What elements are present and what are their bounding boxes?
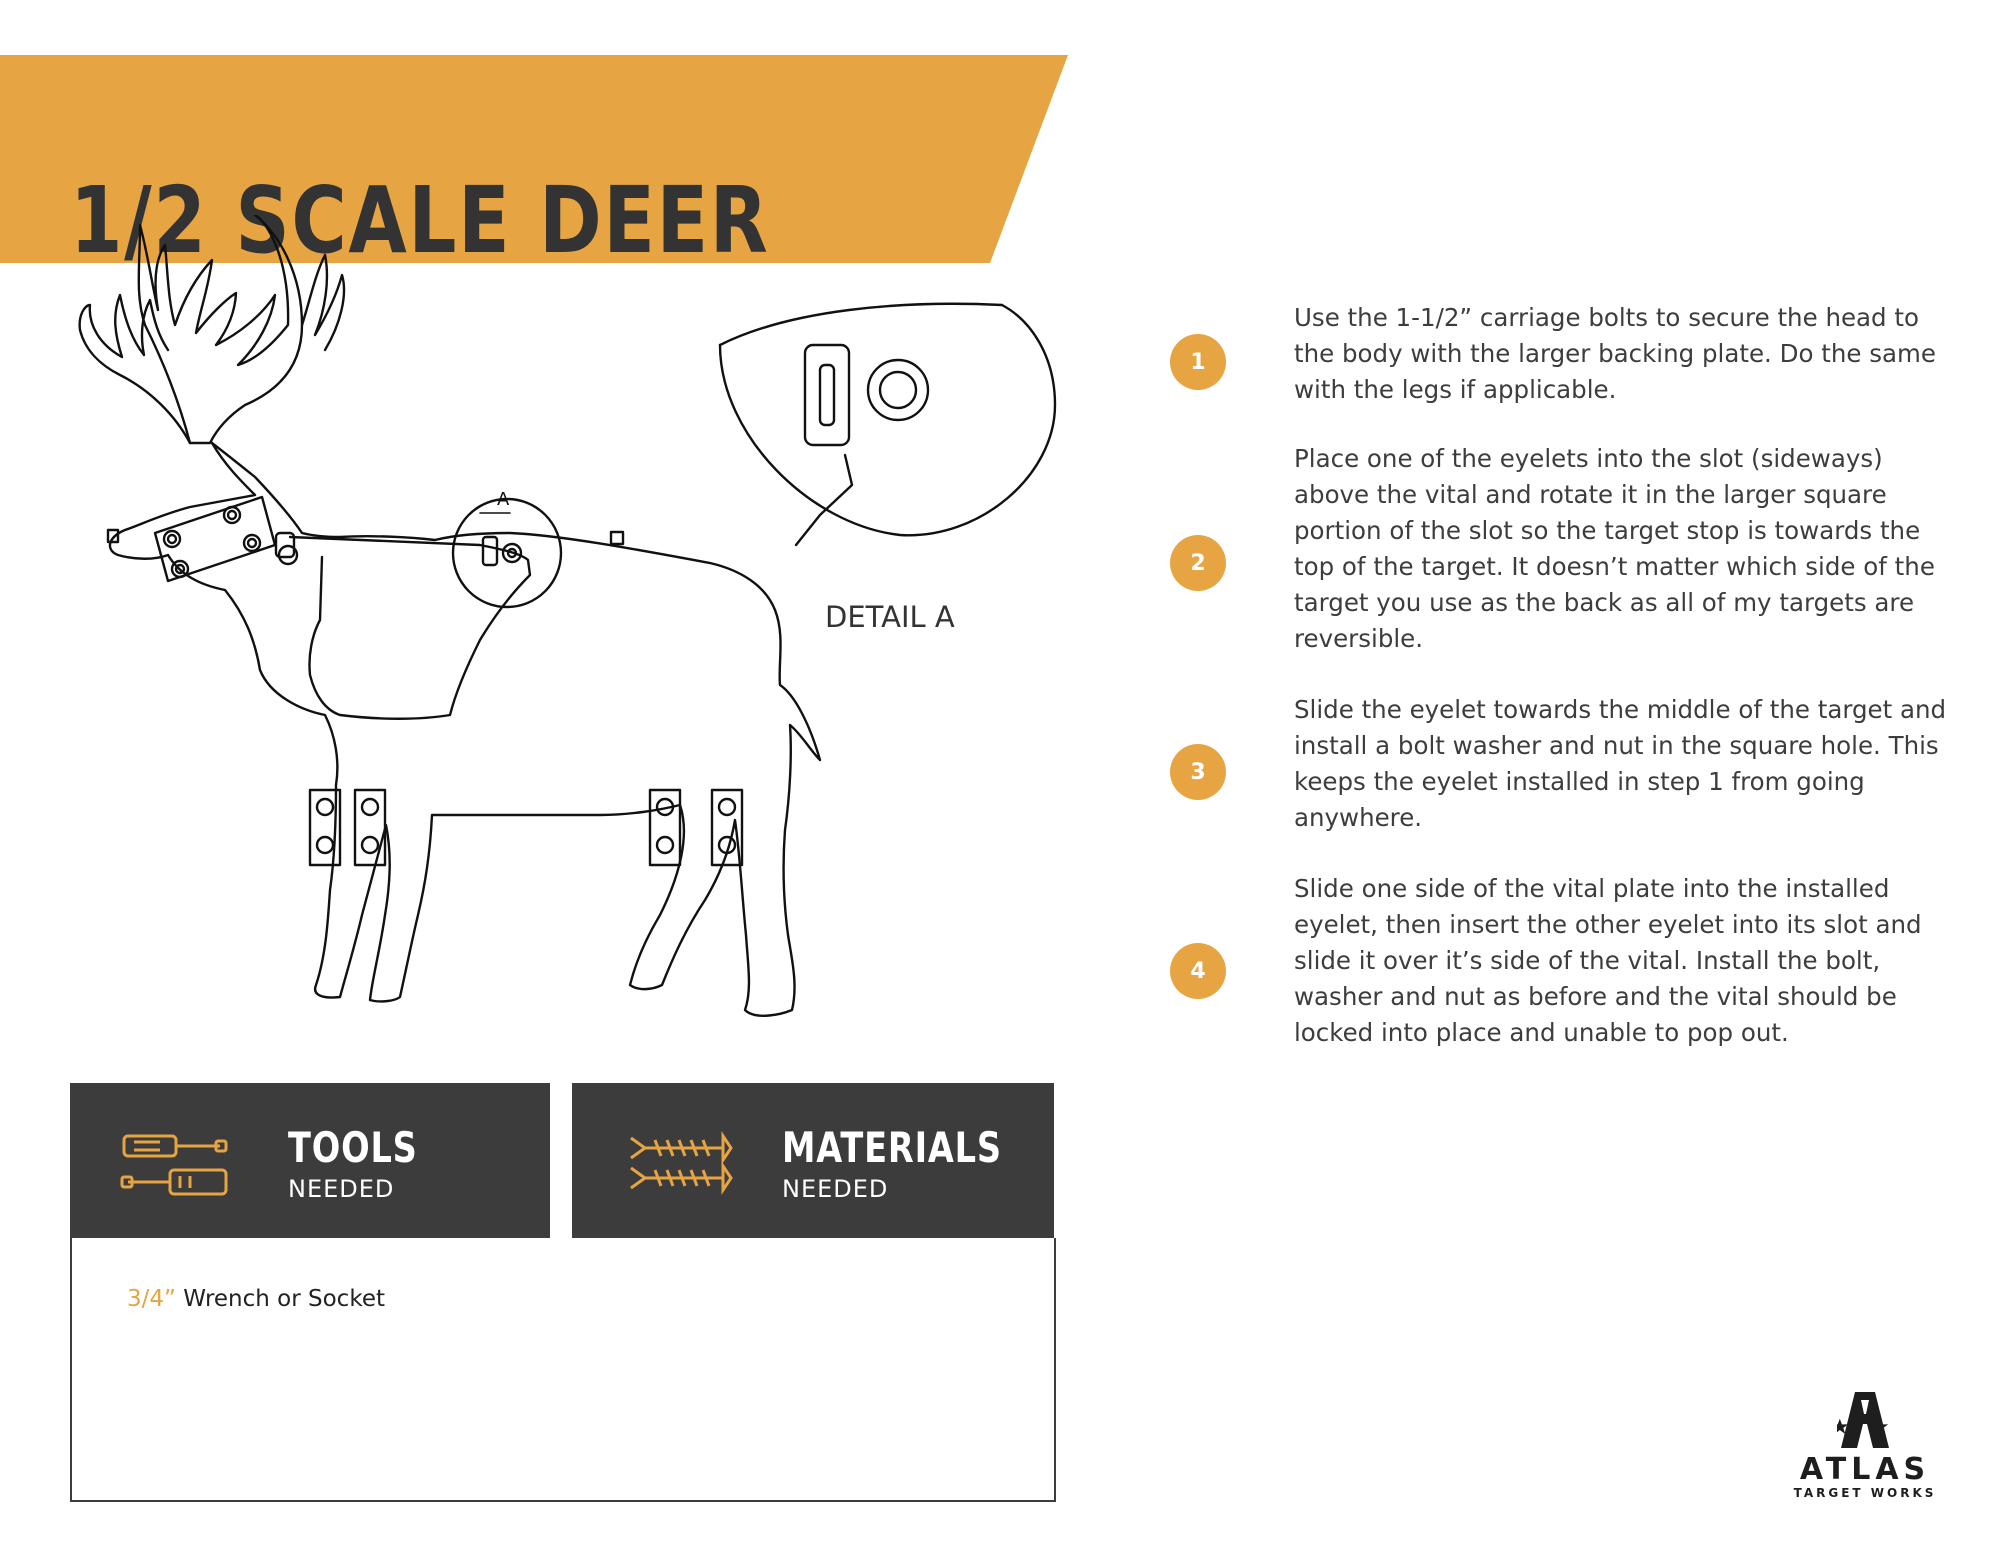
- section-marker: A: [497, 489, 510, 510]
- deer-target-diagram: [40, 215, 1080, 1085]
- tools-title: TOOLS: [288, 1123, 418, 1172]
- page-title: 1/2 SCALE DEER: [70, 167, 770, 274]
- leg-plates: [310, 790, 742, 865]
- screws-icon: [627, 1128, 737, 1198]
- tool-name: Wrench or Socket: [183, 1286, 385, 1312]
- antlers: [80, 215, 344, 443]
- step-number-badge: 2: [1170, 535, 1226, 591]
- logo-tagline: TARGET WORKS: [1793, 1486, 1937, 1500]
- tool-size: 3/4”: [127, 1286, 176, 1312]
- tools-header: [70, 1083, 550, 1238]
- tools-materials-list: [70, 1238, 1056, 1502]
- step-text: Use the 1-1/2” carriage bolts to secure the head to the body with the larger backing plate. Do the same with the legs if applicable.: [1294, 303, 1936, 404]
- deer-body-outline: [110, 443, 820, 1016]
- tool-item: [127, 1286, 385, 1312]
- materials-title: MATERIALS: [782, 1123, 1002, 1172]
- atlas-a-mark-icon: [1837, 1390, 1893, 1450]
- step-text: Place one of the eyelets into the slot (sideways) above the vital and rotate it in the larger square portion of the slot so the target stop is towards the top of the target. It doesn’t matter which side of the target you use as the back as all of my targets are reversible.: [1294, 444, 1935, 653]
- neck-plate: [155, 497, 297, 581]
- tools-subtitle: NEEDED: [288, 1175, 395, 1203]
- step-number-badge: 4: [1170, 943, 1226, 999]
- screwdrivers-icon: [120, 1128, 230, 1198]
- detail-a-enlarged: [720, 304, 1055, 545]
- materials-subtitle: NEEDED: [782, 1175, 889, 1203]
- detail-a-callout: [453, 499, 561, 607]
- materials-header: [572, 1083, 1054, 1238]
- step-text: Slide the eyelet towards the middle of the target and install a bolt washer and nut in the square hole. This keeps the eyelet installed in step 1 from going anywhere.: [1294, 695, 1947, 832]
- atlas-logo: [1770, 1390, 1960, 1500]
- step-text: Slide one side of the vital plate into the installed eyelet, then insert the other eyelet into its slot and slide it over it’s side of the vital. Install the bolt, washer and nut as before and the vital should be locked into place and unable to pop out.: [1294, 874, 1922, 1047]
- detail-a-label: DETAIL A: [825, 600, 955, 634]
- logo-wordmark: ATLAS: [1799, 1452, 1931, 1487]
- step-number-badge: 1: [1170, 334, 1226, 390]
- step-number-badge: 3: [1170, 744, 1226, 800]
